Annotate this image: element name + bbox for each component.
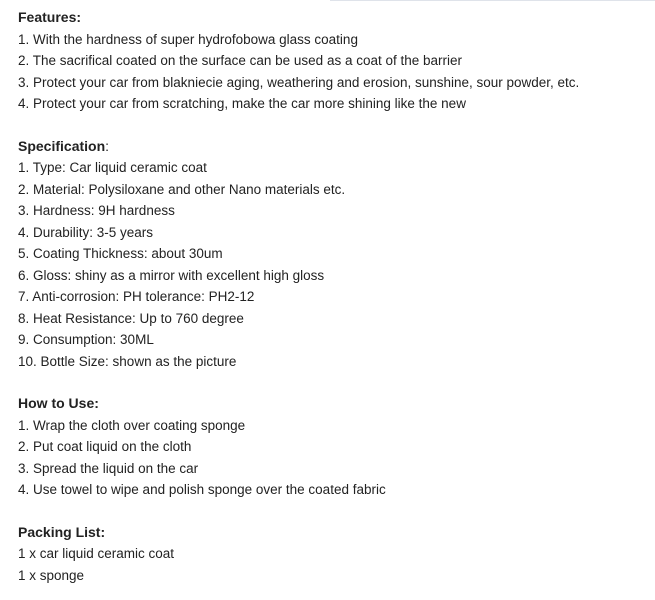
feature-item-4: 4. Protect your car from scratching, make the car more shining like the new xyxy=(18,96,466,111)
spec-item-5: 5. Coating Thickness: about 30um xyxy=(18,246,223,261)
specification-heading-colon: : xyxy=(105,137,110,154)
specification-section xyxy=(18,136,648,373)
how-to-use-step-1: 1. Wrap the cloth over coating sponge xyxy=(18,417,246,433)
packing-list-heading: Packing List: xyxy=(18,523,106,540)
specification-heading xyxy=(18,136,648,158)
spec-item-7: 7. Anti-corrosion: PH tolerance: PH2-12 xyxy=(18,289,255,304)
how-to-use-heading: How to Use: xyxy=(18,395,99,411)
spec-item-9: 9. Consumption: 30ML xyxy=(18,332,154,347)
feature-item-1: 1. With the hardness of super hydrofobowa glass coating xyxy=(18,31,358,47)
packing-item-2: 1 x sponge xyxy=(18,567,85,583)
features-section xyxy=(18,7,648,115)
feature-item-3: 3. Protect your car from blakniecie aging, weathering and erosion, sunshine, sour powder, etc. xyxy=(18,74,580,90)
spec-item-6: 6. Gloss: shiny as a mirror with excellent high gloss xyxy=(18,267,325,283)
how-to-use-section xyxy=(18,393,648,501)
packing-list-section xyxy=(18,522,648,587)
feature-item-2: 2. The sacrifical coated on the surface can be used as a coat of the barrier xyxy=(18,53,463,68)
specification-heading-label: Specification xyxy=(18,137,106,154)
spec-item-4: 4. Durability: 3-5 years xyxy=(18,224,154,240)
packing-item-1: 1 x car liquid ceramic coat xyxy=(18,546,175,561)
spec-item-2: 2. Material: Polysiloxane and other Nano materials etc. xyxy=(18,181,346,197)
top-divider xyxy=(330,0,655,1)
product-description xyxy=(18,7,648,586)
spec-item-3: 3. Hardness: 9H hardness xyxy=(18,203,175,218)
how-to-use-step-2: 2. Put coat liquid on the cloth xyxy=(18,439,192,454)
spec-item-8: 8. Heat Resistance: Up to 760 degree xyxy=(18,310,244,326)
features-heading: Features: xyxy=(18,9,82,25)
how-to-use-step-3: 3. Spread the liquid on the car xyxy=(18,460,199,476)
how-to-use-step-4: 4. Use towel to wipe and polish sponge over the coated fabric xyxy=(18,482,386,497)
spec-item-1: 1. Type: Car liquid ceramic coat xyxy=(18,160,207,175)
spec-item-10: 10. Bottle Size: shown as the picture xyxy=(18,353,237,369)
